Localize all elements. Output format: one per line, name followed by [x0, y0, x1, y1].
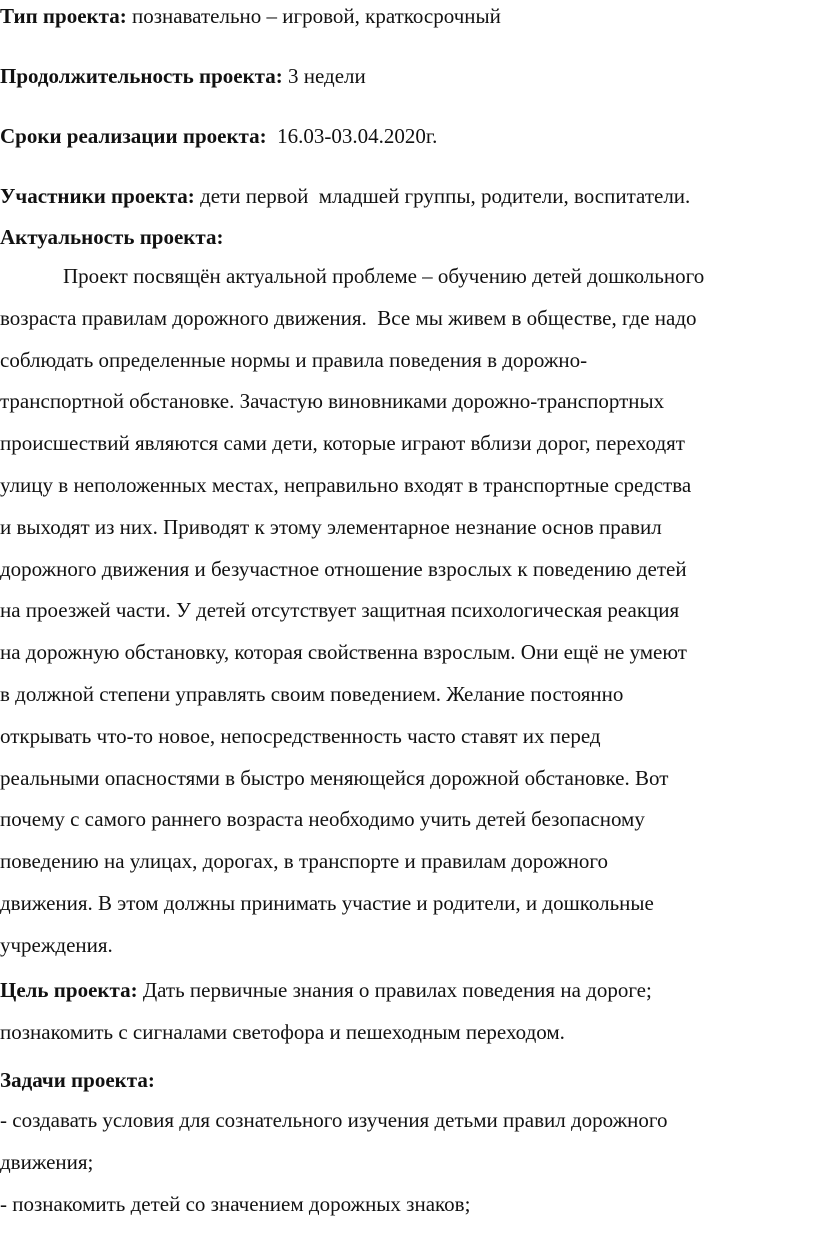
- project-participants-label: Участники проекта:: [0, 184, 195, 208]
- task-line: - создавать условия для сознательного изучения детьми правил дорожного: [0, 1108, 668, 1132]
- relevance-line: дорожного движения и безучастное отношение взрослых к поведению детей: [0, 556, 687, 581]
- goal-paragraph: [0, 970, 816, 1054]
- relevance-line: на дорожную обстановку, которая свойственна взрослым. Они ещё не умеют: [0, 640, 687, 665]
- relevance-line: реальными опасностями в быстро меняющейся дорожной обстановке. Вот: [0, 765, 669, 790]
- project-participants-value: дети первой младшей группы, родители, воспитатели.: [200, 184, 691, 208]
- relevance-line: движения. В этом должны принимать участие и родители, и дошкольные: [0, 890, 654, 915]
- relevance-line: возраста правилам дорожного движения. Все мы живем в обществе, где надо: [0, 305, 697, 330]
- relevance-line: поведению на улицах, дорогах, в транспорте и правилам дорожного: [0, 849, 609, 874]
- project-dates-label: Сроки реализации проекта:: [0, 124, 267, 148]
- relevance-line: Проект посвящён актуальной проблеме – обучению детей дошкольного: [63, 264, 705, 288]
- relevance-line: улицу в неположенных местах, неправильно входят в транспортные средства: [0, 472, 692, 497]
- relevance-line: в должной степени управлять своим поведением. Желание постоянно: [0, 681, 624, 706]
- project-dates-value: 16.03-03.04.2020г.: [277, 124, 438, 148]
- goal-line: [0, 970, 816, 1012]
- relevance-line: почему с самого раннего возраста необходимо учить детей безопасному: [0, 807, 645, 832]
- project-type-label: Тип проекта:: [0, 4, 127, 28]
- relevance-heading: Актуальность проекта:: [0, 225, 224, 249]
- tasks-list: [0, 1100, 816, 1225]
- project-participants: [0, 182, 690, 210]
- project-type: [0, 2, 501, 30]
- project-type-value: познавательно – игровой, краткосрочный: [131, 4, 501, 28]
- tasks-heading: Задачи проекта:: [0, 1068, 155, 1092]
- relevance-line: открывать что-то новое, непосредственность часто ставят их перед: [0, 723, 601, 748]
- project-duration: [0, 62, 366, 90]
- project-dates: [0, 122, 437, 150]
- relevance-line: и выходят из них. Приводят к этому элементарное незнание основ правил: [0, 514, 662, 539]
- project-duration-value: 3 недели: [288, 64, 366, 88]
- relevance-line: учреждения.: [0, 932, 113, 957]
- relevance-line: соблюдать определенные нормы и правила поведения в дорожно-: [0, 347, 588, 372]
- relevance-line: происшествий являются сами дети, которые играют вблизи дорог, переходят: [0, 431, 685, 456]
- relevance-line: на проезжей части. У детей отсутствует защитная психологическая реакция: [0, 598, 680, 623]
- relevance-line: транспортной обстановке. Зачастую виновниками дорожно-транспортных: [0, 389, 665, 414]
- goal-label: Цель проекта:: [0, 978, 138, 1002]
- goal-text-1: Дать первичные знания о правилах поведения на дороге;: [142, 978, 652, 1002]
- task-line: - познакомить детей со значением дорожных знаков;: [0, 1191, 471, 1216]
- task-line: движения;: [0, 1149, 94, 1174]
- goal-text-2: познакомить с сигналами светофора и пешеходным переходом.: [0, 1019, 565, 1044]
- relevance-paragraph: [0, 256, 816, 967]
- project-duration-label: Продолжительность проекта:: [0, 64, 283, 88]
